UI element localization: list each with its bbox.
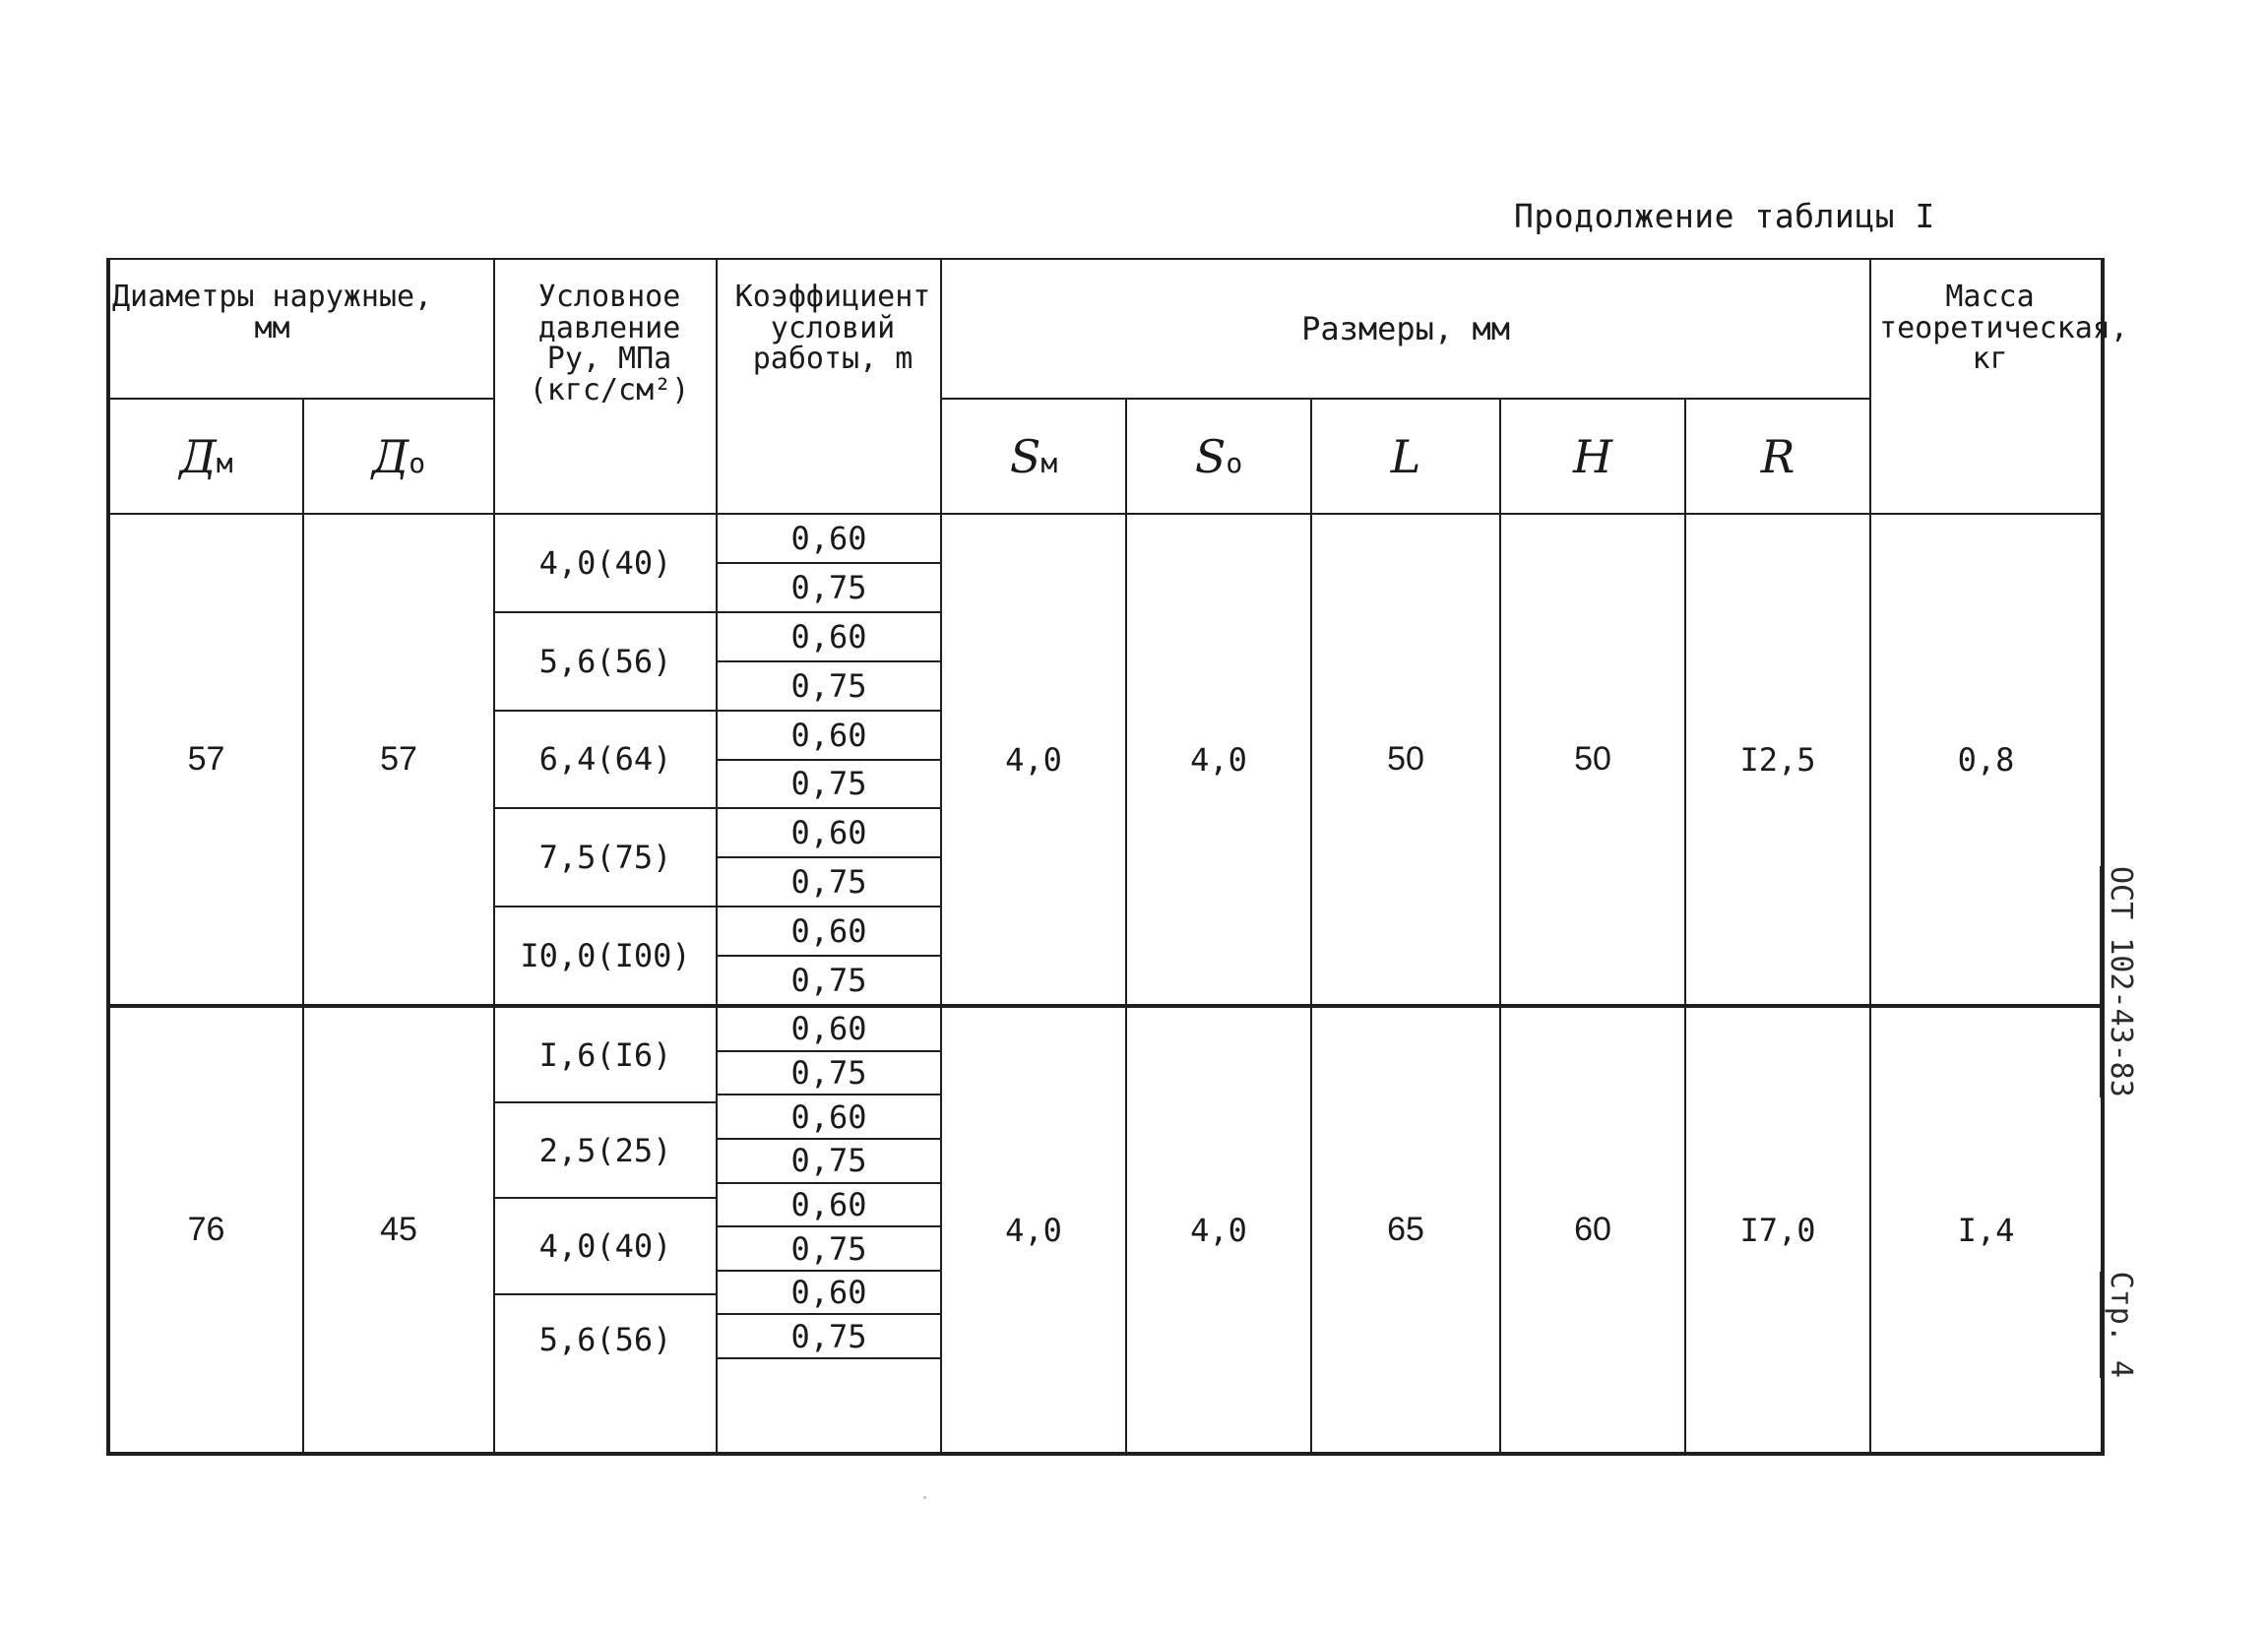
sm-value: 4,0 [941, 1006, 1126, 1454]
l-value: 50 [1311, 514, 1500, 1006]
coefficient-value: 0,60 [718, 613, 940, 662]
pressure-value: 4,0(40) [495, 1199, 716, 1294]
coefficient-value: 0,60 [718, 1095, 940, 1140]
coefficient-value: 0,75 [718, 1315, 940, 1359]
coefficient-value: 0,75 [718, 662, 940, 712]
pressure-value: 7,5(75) [495, 809, 716, 907]
do-header: До [303, 399, 494, 514]
coefficient-value: 0,60 [718, 809, 940, 858]
coefficient-header: Коэффициент условий работы, m [717, 259, 941, 514]
table-row [108, 1006, 2103, 1454]
coefficient-value: 0,60 [718, 907, 940, 957]
document-number: ОСТ 102-43-83 [2101, 866, 2139, 1097]
diameters-header: Диаметры наружные, мм [108, 259, 494, 399]
pressure-value: 5,6(56) [495, 613, 716, 712]
sm-header: Sм [941, 399, 1126, 514]
so-header: Sо [1126, 399, 1311, 514]
sizes-header: Размеры, мм [941, 259, 1870, 399]
mass-value: 0,8 [1870, 514, 2103, 1006]
pressure-value: 6,4(64) [495, 712, 716, 810]
dm-header: Дм [108, 399, 303, 514]
dm-value: 57 [108, 514, 303, 1006]
coefficient-value: 0,60 [718, 712, 940, 761]
coefficient-value: 0,60 [718, 1272, 940, 1316]
table-caption: Продолжение таблицы I [1514, 197, 1935, 235]
pressure-cell [494, 514, 717, 1006]
mass-value: I,4 [1870, 1006, 2103, 1454]
pressure-value: 4,0(40) [495, 515, 716, 613]
coefficient-value: 0,75 [718, 1052, 940, 1096]
coefficient-value: 0,60 [718, 1184, 940, 1228]
coefficient-value: 0,75 [718, 761, 940, 810]
coefficient-value: 0,60 [718, 1008, 940, 1052]
header-row-1 [108, 259, 2103, 399]
pressure-value: I0,0(I00) [520, 937, 691, 975]
do-value: 45 [303, 1006, 494, 1454]
pressure-value: 2,5(25) [495, 1103, 716, 1199]
h-value: 50 [1500, 514, 1685, 1006]
mass-header: Масса теоретическая, кг [1870, 259, 2103, 514]
table-row [108, 514, 2103, 1006]
coefficient-cell [717, 1006, 941, 1454]
pressure-header: Условное давление Ру, МПа (кгс/см²) [494, 259, 717, 514]
h-value: 60 [1500, 1006, 1685, 1454]
so-value: 4,0 [1126, 514, 1311, 1006]
h-header: H [1500, 399, 1685, 514]
r-value: I7,0 [1685, 1006, 1870, 1454]
coefficient-value: 0,75 [790, 962, 867, 1000]
so-value: 4,0 [1126, 1006, 1311, 1454]
l-value: 65 [1311, 1006, 1500, 1454]
coefficient-value: 0,75 [718, 1140, 940, 1184]
r-header: R [1685, 399, 1870, 514]
coefficient-value: 0,75 [718, 564, 940, 613]
r-value: I2,5 [1685, 514, 1870, 1006]
empty-space [718, 1359, 940, 1452]
sm-value: 4,0 [941, 514, 1126, 1006]
pressure-value: 5,6(56) [538, 1320, 672, 1358]
l-header: L [1311, 399, 1500, 514]
coefficient-value: 0,75 [718, 858, 940, 907]
pressure-value: I,6(I6) [495, 1008, 716, 1103]
coefficient-value: 0,60 [718, 515, 940, 564]
page-number: Стр. 4 [2101, 1272, 2139, 1378]
header-row-2 [108, 399, 2103, 514]
pressure-cell [494, 1006, 717, 1454]
coefficient-value: 0,75 [718, 1227, 940, 1272]
coefficient-cell [717, 514, 941, 1006]
scan-speck [923, 1496, 926, 1499]
do-value: 57 [303, 514, 494, 1006]
dm-value: 76 [108, 1006, 303, 1454]
